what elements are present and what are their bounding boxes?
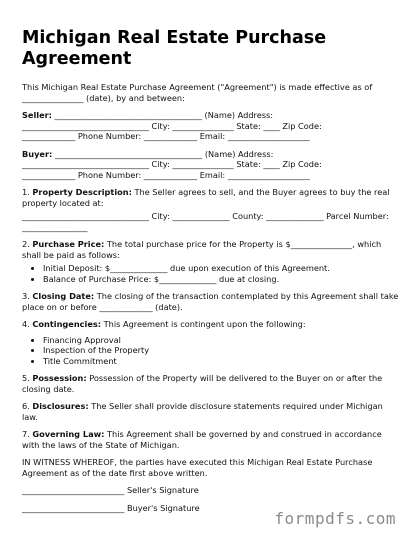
- contingency-list: [22, 335, 400, 367]
- section-purchase-price: [22, 239, 400, 260]
- title-line-1: Michigan Real Estate Purchase: [22, 28, 327, 48]
- section-text: The total purchase price for the Property is $_______________, which shall be paid as follows:: [22, 239, 382, 260]
- section-number: 3.: [22, 291, 33, 301]
- list-item: • Balance of Purchase Price: $______________ due at closing.: [43, 274, 400, 285]
- document-page: [22, 28, 400, 520]
- section-number: 6.: [22, 401, 33, 411]
- section-text: Possession of the Property will be delivered to the Buyer on or after the closing date.: [22, 373, 383, 394]
- buyer-contact-line: _____________ Phone Number: _____________ Email: ____________________: [22, 169, 310, 180]
- document-title: [22, 28, 400, 70]
- seller-name-line: ____________________________________ (Name) Address:: [51, 110, 274, 120]
- section-heading: Disclosures:: [32, 401, 89, 411]
- section-number: 2.: [22, 239, 33, 249]
- section-heading: Contingencies:: [32, 319, 102, 329]
- section-text: The Seller shall provide disclosure statements required under Michigan law.: [22, 401, 383, 422]
- section-number: 7.: [22, 429, 33, 439]
- section-governing-law: [22, 429, 400, 450]
- list-item: • Inspection of the Property: [43, 345, 400, 356]
- buyer-label: Buyer:: [22, 148, 53, 159]
- intro-paragraph: This Michigan Real Estate Purchase Agreement ("Agreement") is made effective as of _______________ (date), by and between:: [22, 82, 373, 103]
- witness-paragraph: IN WITNESS WHEREOF, the parties have executed this Michigan Real Estate Purchase Agreement as of the date first above written.: [22, 457, 373, 478]
- property-address-line: _______________________________ City: ______________ County: ______________ Parcel Number: ________________: [22, 211, 389, 232]
- seller-block: [22, 110, 400, 142]
- buyer-signature-line: _________________________ Buyer's Signature: [22, 502, 200, 513]
- section-closing-date: [22, 291, 400, 312]
- section-disclosures: [22, 401, 400, 422]
- section-possession: [22, 373, 400, 394]
- watermark-text: formpdfs.com: [274, 509, 396, 528]
- list-item: • Financing Approval: [43, 335, 400, 346]
- section-number: 1.: [22, 187, 33, 197]
- section-text: This Agreement is contingent upon the following:: [101, 319, 306, 329]
- seller-label: Seller:: [22, 110, 52, 120]
- list-item: • Initial Deposit: $______________ due upon execution of this Agreement.: [43, 263, 400, 274]
- section-heading: Purchase Price:: [32, 239, 105, 249]
- section-number: 5.: [22, 373, 33, 383]
- section-contingencies: [22, 319, 400, 330]
- section-text: This Agreement shall be governed by and construed in accordance with the laws of the State of Michigan.: [22, 429, 382, 450]
- seller-address-line: _______________________________ City: _______________ State: ____ Zip Code:: [22, 120, 322, 131]
- title-line-2: Agreement: [22, 49, 132, 69]
- list-item: • Title Commitment: [43, 356, 400, 367]
- section-heading: Property Description:: [32, 187, 132, 197]
- section-number: 4.: [22, 319, 33, 329]
- buyer-block: [22, 149, 400, 181]
- section-heading: Governing Law:: [32, 429, 105, 439]
- buyer-address-line: _______________________________ City: _______________ State: ____ Zip Code:: [22, 159, 322, 169]
- section-heading: Possession:: [32, 373, 87, 383]
- section-heading: Closing Date:: [32, 291, 95, 301]
- payment-list: [22, 263, 400, 284]
- section-property-description: [22, 187, 400, 232]
- section-text: The closing of the transaction contemplated by this Agreement shall take place on or before _____________ (date).: [22, 291, 399, 312]
- seller-contact-line: _____________ Phone Number: _____________ Email: ____________________: [22, 131, 310, 141]
- buyer-name-line: ____________________________________ (Name) Address:: [52, 148, 274, 159]
- section-text: The Seller agrees to sell, and the Buyer agrees to buy the real property located at:: [22, 187, 390, 208]
- seller-signature-line: _________________________ Seller's Signature: [22, 485, 199, 495]
